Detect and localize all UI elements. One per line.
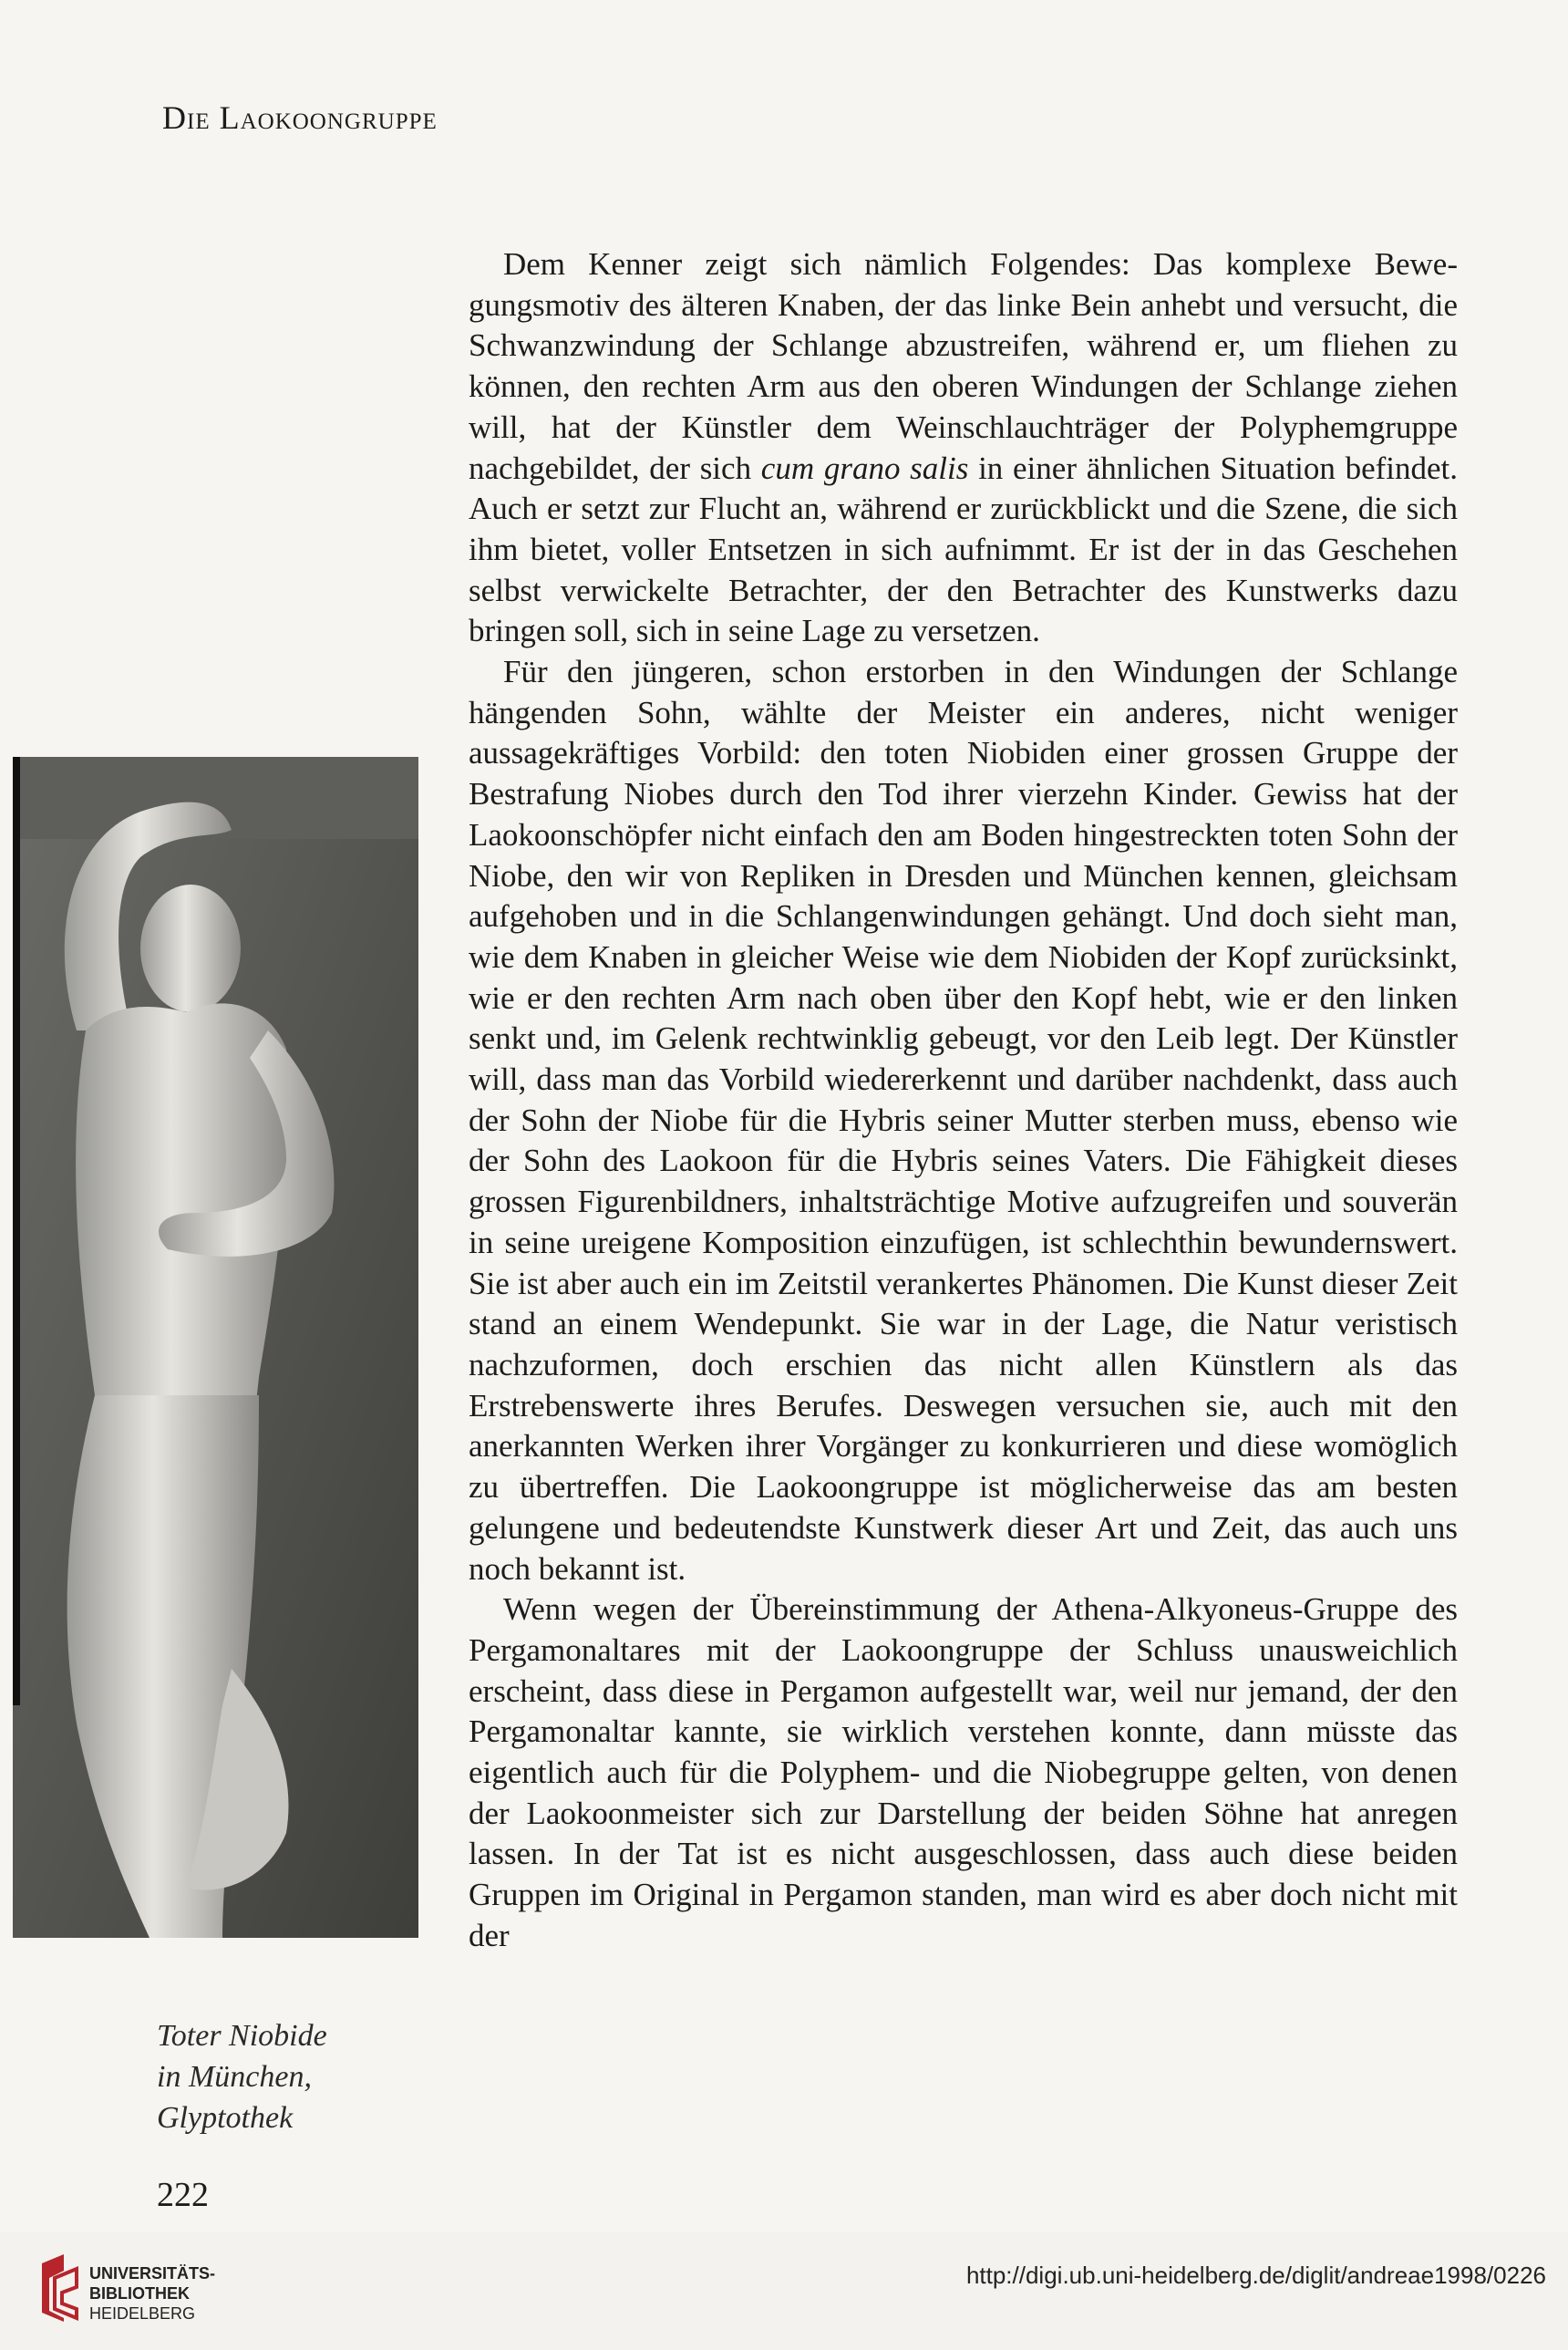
paragraph-1-start: Dem Kenner zeigt sich nämlich Folgendes: Das komplexe Bewegungsmotiv des älteren Knaben, der das linke Bein anhebt und versucht, die Schwanzwindung der Schlange abzustreifen, während er, um fliehen zu können, den rechten Arm aus den oberen Windungen der Schlange ziehen will, hat der Künstler dem Weinschlauchträger der Polyphemgruppe nachgebildet, der sich — [469, 246, 1458, 486]
library-name-line-2: BIBLIOTHEK — [89, 2284, 190, 2303]
paragraph-2: Für den jüngeren, schon erstorben in den Windungen der Schlange hängenden Sohn, wählte der Meister ein anderes, nicht weniger aussagekräftiges Vorbild: den toten Niobiden einer grossen Gruppe der Bestrafung Niobes durch den Tod ihrer vierzehn Kinder. Gewiss hat der Laokoonschöpfer nicht einfach den am Boden hingestreckten toten Sohn der Niobe, den wir von Repliken in Dresden und München kennen, gleichsam aufgehoben und in die Schlangenwindungen gehängt. Und doch sieht man, wie dem Knaben in gleicher Weise wie dem Niobiden der Kopf zurücksinkt, wie er den rechten Arm nach oben über den Kopf hebt, wie er den linken senkt und, im Gelenk rechtwinklig gebeugt, vor den Leib legt. Der Künstler will, dass man das Vorbild wiedererkennt und darüber nachdenkt, dass auch der Sohn der Niobe für die Hybris seiner Mutter sterben muss, ebenso wie der Sohn des Laokoon für die Hybris seines Vaters. Die Fähigkeit dieses grossen Figurenbildners, inhaltsträchtige Motive aufzugreifen und souverän in seine ureigene Komposition einzufügen, ist schlechthin bewundernswert. Sie ist aber auch ein im Zeitstil verankertes Phänomen. Die Kunst dieser Zeit stand an einem Wendepunkt. Sie war in der Lage, die Natur veristisch nachzuformen, doch erschien das nicht allen Künstlern als das Erstrebenswerte ihres Berufes. Deswegen versuchen sie, auch mit den anerkannten Werken ihrer Vorgänger zu konkurrieren und diese womöglich zu übertreffen. Die Laokoongruppe ist möglicherweise das am besten gelungene und bedeutendste Kunstwerk dieser Art und Zeit, das auch uns noch bekannt ist. — [469, 654, 1458, 1587]
library-logo-icon — [36, 2251, 82, 2324]
caption-line-3: Glyptothek — [157, 2101, 294, 2135]
caption-line-2: in München, — [157, 2060, 312, 2094]
body-text — [469, 244, 1458, 1957]
source-url-link[interactable]: http://digi.ub.uni-heidelberg.de/diglit/andreae1998/0226 — [965, 2262, 1546, 2289]
paragraph-1-end: in einer ähnlichen Situation befindet. Auch er setzt zur Flucht an, während er zurückblickt und die Szene, die sich ihm bietet, voller Entsetzen in sich aufnimmt. Er ist der in das Geschehen selbst verwickelte Betrachter, der den Betrachter des Kunstwerks dazu bringen soll, sich in seine Lage zu versetzen. — [469, 450, 1458, 649]
library-name-line-1: UNIVERSITÄTS- — [89, 2264, 216, 2283]
figure-edge-rule — [13, 757, 20, 1705]
library-footer — [0, 2232, 1568, 2350]
caption-line-1: Toter Niobide — [157, 2019, 327, 2053]
niobid-statue-photo — [13, 757, 418, 1938]
paragraph-3: Wenn wegen der Übereinstimmung der Athena-Alkyoneus-Gruppe des Pergamonaltares mit der Laokoongruppe der Schluss unausweichlich erscheint, dass diese in Pergamon aufgestellt war, weil nur jemand, der den Pergamonaltar kannte, sie wirklich verstehen konnte, dann müsste das eigentlich auch für die Polyphem- und die Niobegruppe gelten, von denen der Laokoonmeister sich zur Darstellung der beiden Söhne hat anregen lassen. In der Tat ist es nicht ausgeschlossen, dass auch diese beiden Gruppen im Original in Pergamon standen, man wird es aber doch nicht mit der — [469, 1591, 1458, 1953]
running-header: Die Laokoongruppe — [162, 99, 438, 136]
paragraph-1 — [469, 244, 1458, 652]
library-name — [89, 2263, 215, 2324]
italic-phrase: cum grano salis — [760, 450, 969, 486]
library-name-line-3: HEIDELBERG — [89, 2304, 196, 2323]
page-number: 222 — [157, 2176, 209, 2214]
figure-caption — [157, 2015, 327, 2138]
